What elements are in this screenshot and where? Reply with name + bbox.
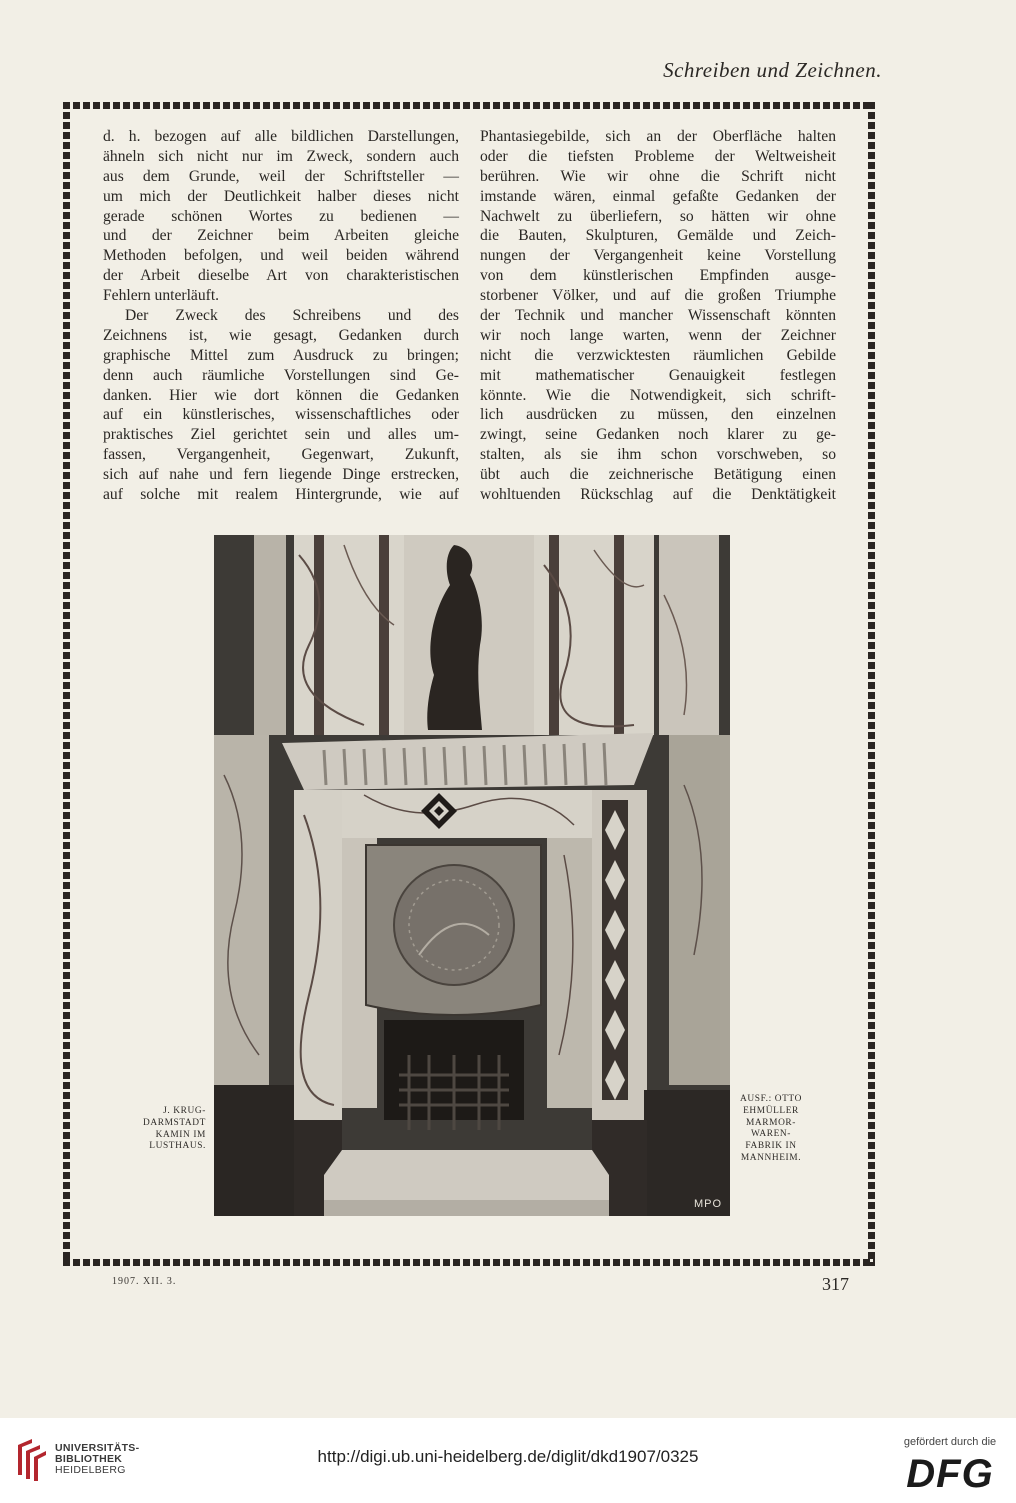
text-line: storbener Völker, und auf die großen Triumphe — [480, 287, 836, 305]
text-line: der Technik und mancher Wissenschaft könnten — [480, 307, 836, 325]
photo-monogram: MPO — [693, 1198, 722, 1210]
text-line: oder die tiefsten Probleme der Weltweisheit — [480, 147, 836, 165]
text-line: aus dem Grunde, weil der Schriftsteller — — [103, 167, 459, 185]
text-line: auf solche mit realem Hintergrunde, wie auf — [103, 486, 459, 504]
text-line: von dem künstlerischen Empfinden ausge- — [480, 267, 836, 285]
text-line: ähneln sich nicht nur im Zweck, sondern auch — [103, 147, 459, 165]
text-line: Methoden befolgen, und weil beiden während — [103, 247, 459, 265]
caption-line: J. KRUG- — [163, 1106, 206, 1116]
page-number: 317 — [822, 1274, 849, 1294]
text-line: danken. Hier wie dort können die Gedanken — [103, 386, 459, 404]
frame-bottom — [63, 1259, 875, 1266]
caption-line: LUSTHAUS. — [149, 1141, 206, 1152]
text-line: könnte. Wie die Notwendigkeit, sich schrift- — [480, 386, 836, 404]
fireplace-illustration — [214, 535, 730, 1216]
caption-line: AUSF.: OTTO — [740, 1094, 802, 1104]
text-line: übt auch die zeichnerische Betätigung einen — [480, 466, 836, 484]
text-column-right — [480, 127, 836, 505]
caption-line: FABRIK IN — [745, 1141, 797, 1152]
text-line: und der Zeichner beim Arbeiten gleiche — [103, 227, 459, 245]
text-line: fassen, Vergangenheit, Gegenwart, Zukunft, — [103, 446, 459, 464]
text-line: auf ein künstlerisches, wissenschaftliches oder — [103, 406, 459, 424]
text-line: graphische Mittel zum Ausdruck zu bringen; — [103, 346, 459, 364]
text-line: sich auf nahe und fern liegende Dinge erstrecken, — [103, 466, 459, 484]
text-line: gerade schönen Wortes zu bedienen — — [103, 207, 459, 225]
text-line: imstande wären, einmal gefaßte Gedanken der — [480, 187, 836, 205]
text-line: praktisches Ziel gerichtet sein und alles um- — [103, 426, 459, 444]
library-name-line: HEIDELBERG — [55, 1464, 126, 1476]
fireplace-photograph — [214, 535, 730, 1216]
frame-right — [868, 102, 875, 1266]
text-line: denn auch räumliche Vorstellungen sind Ge- — [103, 366, 459, 384]
caption-line: MARMOR- — [745, 1117, 797, 1128]
caption-left — [120, 1106, 206, 1153]
caption-line: WAREN- — [750, 1129, 792, 1140]
library-name-line: BIBLIOTHEK — [55, 1453, 123, 1465]
frame-left — [63, 102, 70, 1266]
text-line: mit mathematischer Genauigkeit festlegen — [480, 366, 836, 384]
text-line: die Bauten, Skulpturen, Gemälde und Zeich- — [480, 227, 836, 245]
text-line: nicht die verzwicktesten räumlichen Gebilde — [480, 346, 836, 364]
dfg-logo[interactable]: DFG — [906, 1452, 994, 1496]
text-line: um mich der Deutlichkeit halber dieses nicht — [103, 187, 459, 205]
text-line: wir noch lange warten, wenn der Zeichner — [480, 326, 836, 344]
text-line: zwingt, seine Gedanken noch klarer zu ge- — [480, 426, 836, 444]
frame-top — [63, 102, 875, 109]
library-name-line: UNIVERSITÄTS- — [55, 1442, 140, 1454]
text-line: Zeichnens ist, wie gesagt, Gedanken durch — [103, 326, 459, 344]
text-line: Fehlern unterläuft. — [103, 287, 220, 305]
text-line: d. h. bezogen auf alle bildlichen Darstellungen, — [103, 128, 459, 145]
caption-line: KAMIN IM — [155, 1129, 206, 1140]
caption-line: EHMÜLLER — [743, 1105, 799, 1116]
text-line: Nachwelt zu überliefern, so hätten wir ohne — [480, 207, 836, 225]
caption-line: MANNHEIM. — [740, 1152, 802, 1163]
running-head: Schreiben und Zeichnen. — [663, 58, 882, 82]
text-line: nungen der Vergangenheit keine Vorstellung — [480, 247, 836, 265]
funder-text: gefördert durch die — [903, 1436, 997, 1448]
issue-date: 1907. XII. 3. — [112, 1276, 177, 1287]
text-line: Phantasiegebilde, sich an der Oberfläche halten — [480, 128, 836, 145]
caption-line: DARMSTADT — [143, 1117, 206, 1128]
text-line: stalten, als sie ihm schon vorschweben, so — [480, 446, 836, 464]
text-line: berühren. Wie wir ohne die Schrift nicht — [480, 167, 836, 185]
text-line: lich ausdrücken zu müssen, den einzelnen — [480, 406, 836, 424]
text-line: wohltuenden Rückschlag auf die Denktätigkeit — [480, 486, 836, 504]
text-line: Der Zweck des Schreibens und des — [125, 307, 459, 325]
text-column-left — [103, 127, 459, 505]
text-line: der Arbeit dieselbe Art von charakteristischen — [103, 267, 459, 285]
caption-right — [735, 1094, 807, 1165]
page-url-link[interactable]: http://digi.ub.uni-heidelberg.de/diglit/dkd1907/0325 — [317, 1447, 699, 1466]
